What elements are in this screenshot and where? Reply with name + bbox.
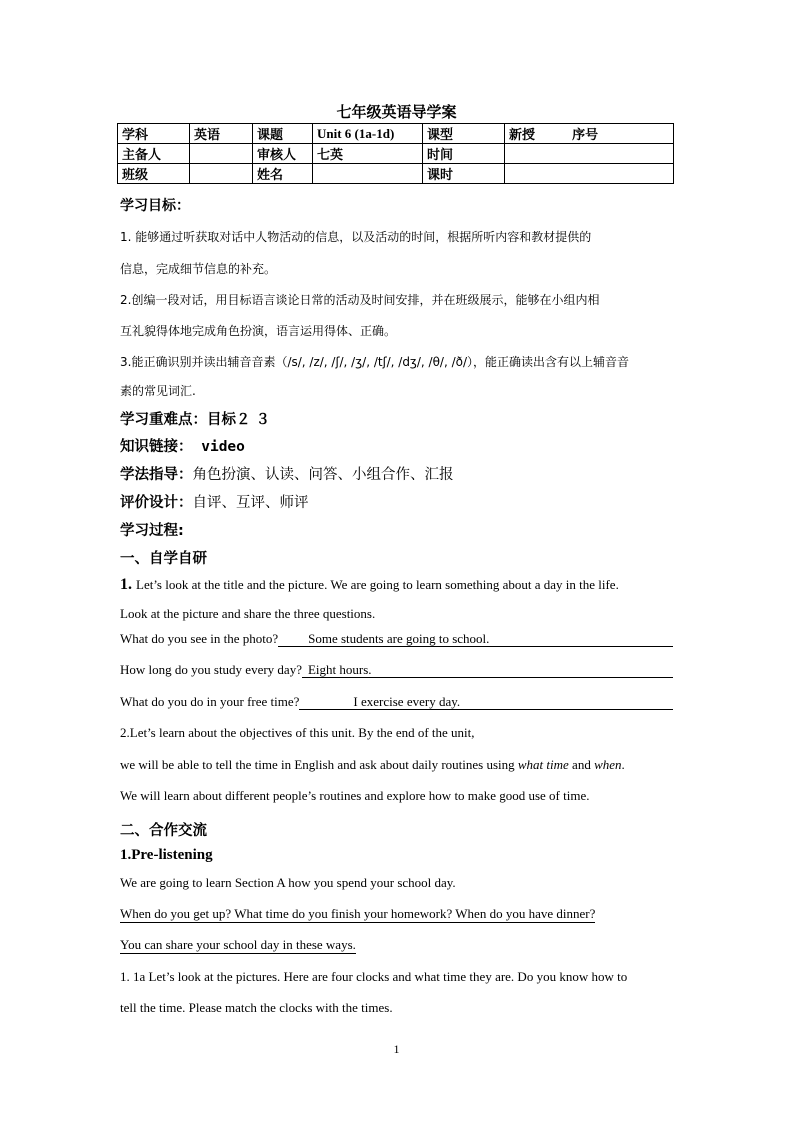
table-cell: Unit 6 (1a-1d) — [313, 124, 423, 144]
evaluation-value: 自评、互评、师评 — [192, 495, 309, 511]
step-text: 1. 1a Let’s look at the pictures. Here are four clocks and what time they are. Do you know how to — [120, 969, 628, 984]
table-cell: 课题 — [253, 124, 313, 144]
step-text — [120, 757, 625, 773]
step-number: 1. — [120, 576, 136, 593]
table-cell: 主备人 — [118, 144, 190, 164]
question-text: How long do you study every day? — [120, 662, 302, 677]
step-text: 2.Let’s learn about the objectives of this unit. By the end of the unit, — [120, 725, 475, 740]
question-text: What do you see in the photo? — [120, 631, 279, 646]
method-label: 学法指导： — [120, 467, 193, 483]
text-run: we will be able to tell the time in English and ask about daily routines using — [120, 757, 518, 772]
table-row — [118, 124, 674, 144]
objective-text: 1. 能够通过听获取对话中人物活动的信息，以及活动的时间，根据所听内容和教材提供的 — [120, 230, 592, 244]
step-text: We are going to learn Section A how you spend your school day. — [120, 875, 456, 890]
table-cell: 班级 — [118, 164, 190, 184]
step-text: tell the time. Please match the clocks with the times. — [120, 1000, 393, 1015]
serial-number-label: 序号 — [572, 128, 599, 143]
objectives-heading: 学习目标： — [120, 198, 190, 214]
underlined-line — [120, 937, 356, 953]
section-heading: 一、自学自研 — [120, 551, 207, 567]
knowledge-link-label: 知识链接： — [120, 439, 193, 455]
question-row — [120, 631, 673, 647]
step-text-body: Let’s look at the title and the picture. We are going to learn something about a day in the life. — [136, 577, 619, 592]
method-line — [120, 463, 454, 484]
table-cell — [313, 164, 423, 184]
lesson-type-value: 新授 — [509, 128, 536, 143]
table-cell — [190, 164, 253, 184]
text-run: and — [568, 757, 595, 772]
table-cell: 课型 — [423, 124, 505, 144]
table-cell: 审核人 — [253, 144, 313, 164]
table-cell — [190, 144, 253, 164]
text-run: . — [621, 757, 625, 772]
step-text — [120, 576, 619, 594]
process-heading: 学习过程: — [120, 523, 184, 539]
subsection-heading: 1.Pre-listening — [120, 847, 213, 863]
answer-field[interactable]: Some students are going to school. — [278, 631, 673, 647]
table-row — [118, 164, 674, 184]
evaluation-line — [120, 491, 309, 512]
document-title: 七年级英语导学案 — [336, 103, 457, 121]
answer-field[interactable]: Eight hours. — [302, 662, 673, 678]
key-points-value: 目标２ ３ — [207, 412, 271, 428]
objective-text: 3.能正确识别并读出辅音音素（/s/, /z/, /ʃ/, /ʒ/, /tʃ/, /dʒ/, /θ/, /ð/），能正确读出含有以上辅音音 — [120, 355, 630, 369]
table-cell — [505, 164, 674, 184]
table-cell: 课时 — [423, 164, 505, 184]
step-text: We will learn about different people’s routines and explore how to make good use of time. — [120, 788, 590, 803]
evaluation-label: 评价设计： — [120, 495, 193, 511]
step-text: Look at the picture and share the three questions. — [120, 606, 376, 621]
underlined-line — [120, 906, 595, 922]
underlined-text: When do you get up? What time do you finish your homework? When do you have dinner? — [120, 906, 596, 921]
method-value: 角色扮演、认读、问答、小组合作、汇报 — [192, 467, 454, 483]
table-cell: 学科 — [118, 124, 190, 144]
table-cell: 姓名 — [253, 164, 313, 184]
underlined-text: You can share your school day in these ways. — [120, 937, 356, 952]
question-row — [120, 662, 673, 678]
question-text: What do you do in your free time? — [120, 694, 300, 709]
key-points-label: 学习重难点： — [120, 412, 207, 428]
table-row — [118, 144, 674, 164]
answer-field[interactable]: I exercise every day. — [299, 694, 673, 710]
question-row — [120, 694, 673, 710]
objective-text: 互礼貌得体地完成角色扮演，语言运用得体、正确。 — [120, 324, 397, 338]
table-cell: 英语 — [190, 124, 253, 144]
objective-text: 2.创编一段对话，用目标语言谈论日常的活动及时间安排，并在班级展示，能够在小组内相 — [120, 293, 600, 307]
objective-text: 素的常见词汇. — [120, 384, 196, 398]
lesson-info-table — [117, 123, 674, 184]
text-run-italic: when — [594, 757, 622, 772]
knowledge-link-line — [120, 435, 245, 456]
table-cell: 七英 — [313, 144, 423, 164]
key-points-line — [120, 408, 270, 429]
table-cell — [505, 124, 674, 144]
knowledge-link-value: video — [192, 439, 245, 455]
table-cell — [505, 144, 674, 164]
section-heading: 二、合作交流 — [120, 823, 207, 839]
text-run-italic: what time — [517, 757, 569, 772]
objective-text: 信息，完成细节信息的补充。 — [120, 262, 277, 276]
page-number: 1 — [393, 1042, 400, 1056]
table-cell: 时间 — [423, 144, 505, 164]
